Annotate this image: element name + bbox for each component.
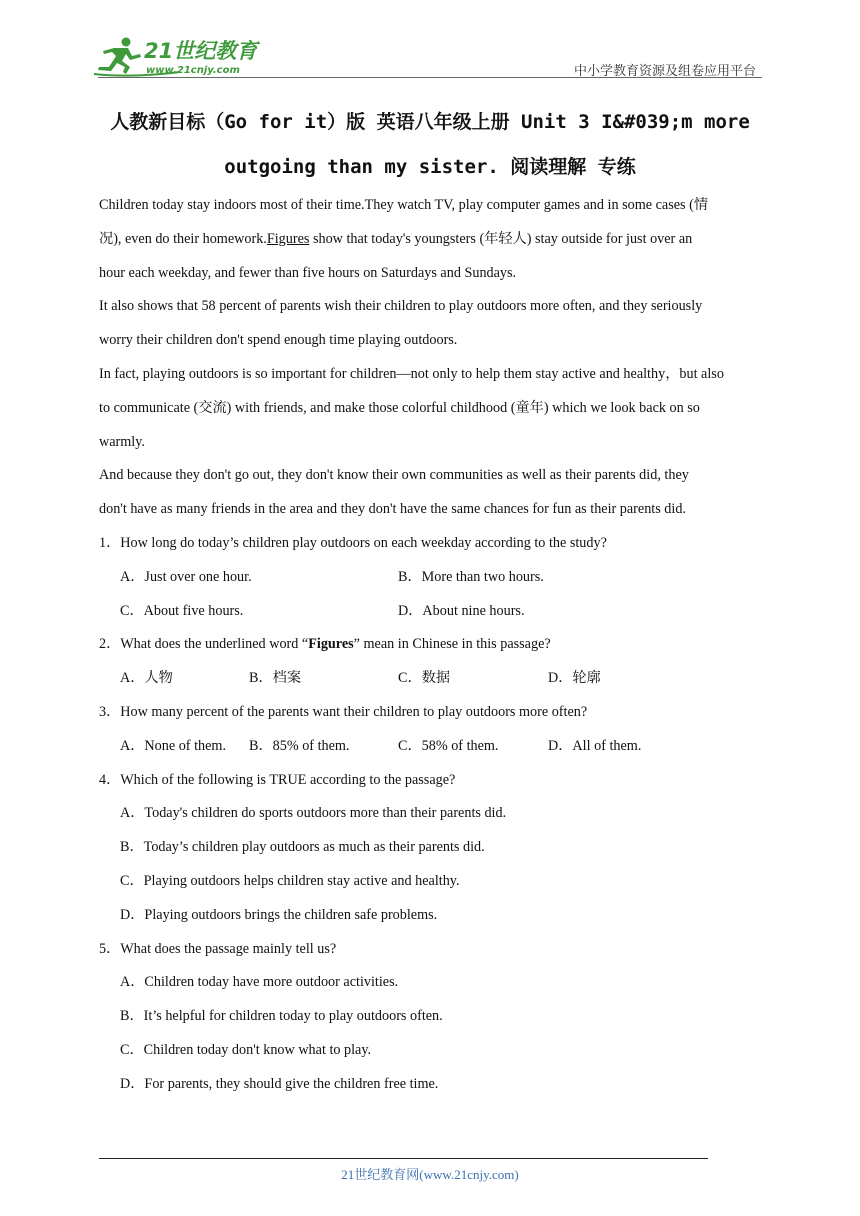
passage-line: warmly. [99,433,145,450]
question-3 [99,696,765,764]
option-c[interactable]: C．Children today don't know what to play. [120,1041,372,1058]
option-c[interactable]: C．数据 [398,670,451,687]
option-row [99,561,765,595]
header-tagline: 中小学教育资源及组卷应用平台 [573,64,756,79]
question-stem: 3．How many percent of the parents want their children to play outdoors more often? [99,703,588,720]
document-title [80,100,780,190]
underlined-word: Figures [266,230,310,247]
option-d[interactable]: D．All of them. [548,737,642,754]
option-a[interactable]: A．Children today have more outdoor activities. [120,974,399,991]
option-a[interactable]: A．人物 [120,670,173,687]
header-divider [98,77,762,78]
passage-line: It also shows that 58 percent of parents wish their children to play outdoors more often, and they seriously [99,298,703,315]
option-b[interactable]: B．It’s helpful for children today to play outdoors often. [120,1008,443,1025]
option-d[interactable]: D．Playing outdoors brings the children safe problems. [120,906,438,923]
passage-text: 况), even do their homework. [99,230,267,247]
option-d[interactable]: D．轮廓 [548,670,601,687]
option-c[interactable]: C．About five hours. [120,602,244,619]
option-b[interactable]: B．85% of them. [249,737,350,754]
question-2 [99,628,765,696]
passage-line: In fact, playing outdoors is so important for children—not only to help them stay active and healthy，but also [99,365,724,382]
option-a[interactable]: A．Today's children do sports outdoors more than their parents did. [120,805,507,822]
option-d[interactable]: D．For parents, they should give the children free time. [120,1075,439,1092]
stem-text: ” mean in Chinese in this passage? [353,636,551,653]
option-b[interactable]: B．More than two hours. [398,568,544,585]
footer-divider [99,1158,708,1159]
stem-bold-word: Figures [308,636,354,653]
footer-link[interactable]: 21世纪教育网(www.21cnjy.com) [341,1167,519,1182]
question-4 [99,764,765,933]
passage-text: show that today's youngsters (年轻人) stay outside for just over an [309,230,693,247]
option-row [99,730,765,764]
option-b[interactable]: B．档案 [249,670,302,687]
passage-line: hour each weekday, and fewer than five hours on Saturdays and Sundays. [99,264,517,281]
passage-line: And because they don't go out, they don't know their own communities as well as their parents did, they [99,467,689,484]
option-row [99,595,765,629]
question-1 [99,527,765,628]
passage-line [99,223,765,257]
site-logo[interactable] [92,34,262,78]
question-stem: 1．How long do today’s children play outdoors on each weekday according to the study? [99,534,607,551]
option-c[interactable]: C．Playing outdoors helps children stay active and healthy. [120,872,460,889]
page-header [0,0,860,90]
option-c[interactable]: C．58% of them. [398,737,499,754]
option-a[interactable]: A．Just over one hour. [120,568,252,585]
question-stem: 4．Which of the following is TRUE according to the passage? [99,771,456,788]
passage-line: don't have as many friends in the area and they don't have the same chances for fun as their parents did. [99,501,686,518]
title-line-2: outgoing than my sister. 阅读理解 专练 [224,156,636,178]
logo-url: www.21cnjy.com [146,65,240,76]
passage-line: Children today stay indoors most of their time.They watch TV, play computer games and in some cases (情 [99,197,709,213]
document-body [99,189,765,1102]
runner-logo-icon [92,34,262,78]
question-5 [99,933,765,1102]
option-a[interactable]: A．None of them. [120,737,226,754]
stem-text: 2．What does the underlined word “ [99,636,309,653]
question-stem: 5．What does the passage mainly tell us? [99,940,337,957]
passage-line: to communicate (交流) with friends, and make those colorful childhood (童年) which we look back on so [99,399,700,416]
reading-passage [99,189,765,527]
option-row [99,662,765,696]
logo-text: 21世纪教育 [144,39,258,63]
option-d[interactable]: D．About nine hours. [398,602,525,619]
title-line-1: 人教新目标（Go for it）版 英语八年级上册 Unit 3 I&#039;m more [110,111,750,133]
option-b[interactable]: B．Today’s children play outdoors as much as their parents did. [120,839,485,856]
passage-line: worry their children don't spend enough time playing outdoors. [99,332,458,349]
question-stem [99,628,765,662]
